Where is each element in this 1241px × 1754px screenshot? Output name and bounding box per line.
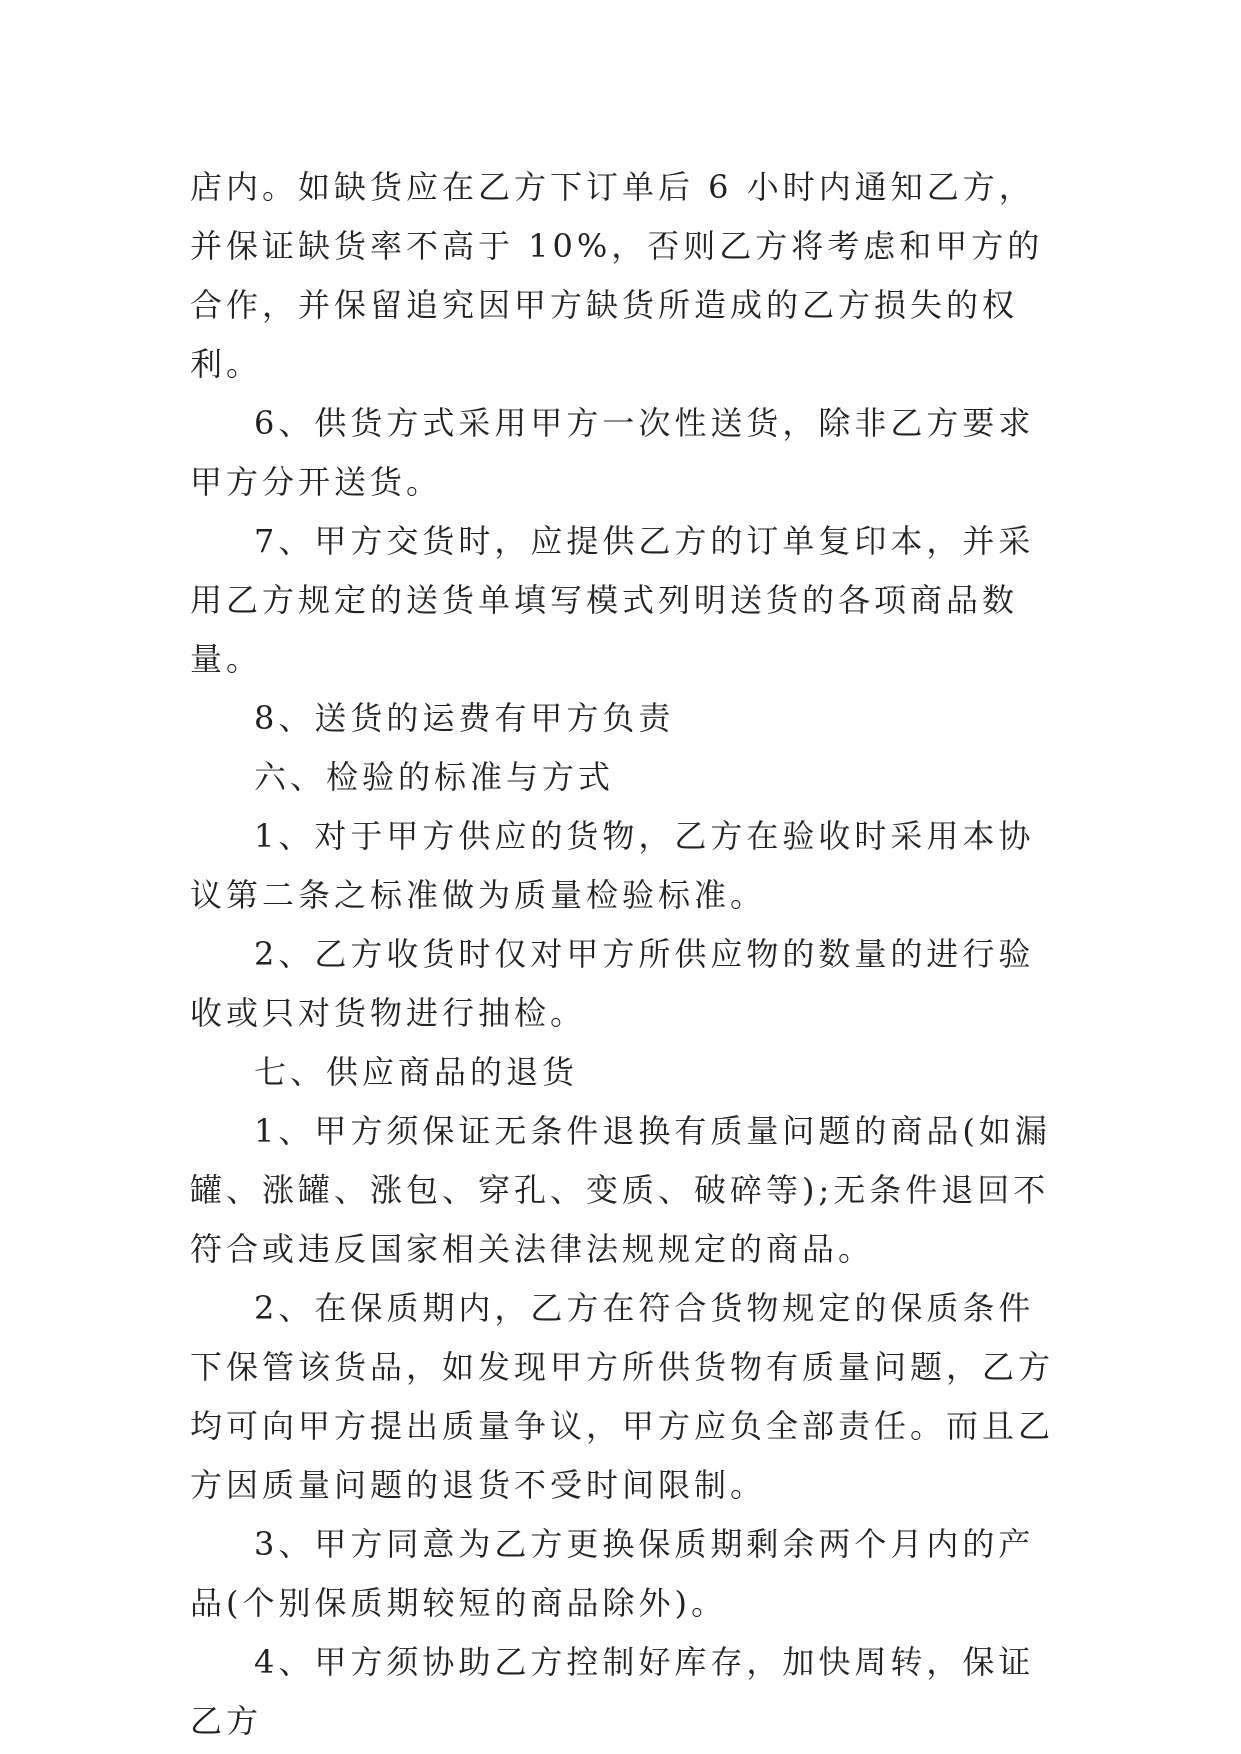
paragraph-3: 7、甲方交货时，应提供乙方的订单复印本，并采用乙方规定的送货单填写模式列明送货的各项商品数量。 bbox=[190, 522, 1035, 678]
document-body bbox=[190, 158, 1060, 1751]
paragraph-9: 1、甲方须保证无条件退换有质量问题的商品(如漏罐、涨罐、涨包、穿孔、变质、破碎等);无条件退回不符合或违反国家相关法律法规规定的商品。 bbox=[190, 1112, 1051, 1268]
paragraph-11: 3、甲方同意为乙方更换保质期剩余两个月内的产品(个别保质期较短的商品除外)。 bbox=[190, 1525, 1035, 1622]
paragraph-7: 2、乙方收货时仅对甲方所供应物的数量的进行验收或只对货物进行抽检。 bbox=[190, 935, 1035, 1032]
paragraph-4: 8、送货的运费有甲方负责 bbox=[254, 699, 675, 737]
paragraph-2: 6、供货方式采用甲方一次性送货，除非乙方要求甲方分开送货。 bbox=[190, 404, 1035, 501]
paragraph-10: 2、在保质期内，乙方在符合货物规定的保质条件下保管该货品，如发现甲方所供货物有质量问题，乙方均可向甲方提出质量争议，甲方应负全部责任。而且乙方因质量问题的退货不受时间限制。 bbox=[190, 1289, 1055, 1504]
paragraph-1: 店内。如缺货应在乙方下订单后 6 小时内通知乙方，并保证缺货率不高于 10%，否则乙方将考虑和甲方的合作，并保留追究因甲方缺货所造成的乙方损失的权利。 bbox=[190, 168, 1044, 383]
section-heading-6: 六、检验的标准与方式 bbox=[254, 758, 615, 796]
paragraph-6: 1、对于甲方供应的货物，乙方在验收时采用本协议第二条之标准做为质量检验标准。 bbox=[190, 817, 1035, 914]
section-heading-7: 七、供应商品的退货 bbox=[254, 1053, 579, 1091]
paragraph-12: 4、甲方须协助乙方控制好库存，加快周转，保证乙方 bbox=[190, 1643, 1035, 1740]
